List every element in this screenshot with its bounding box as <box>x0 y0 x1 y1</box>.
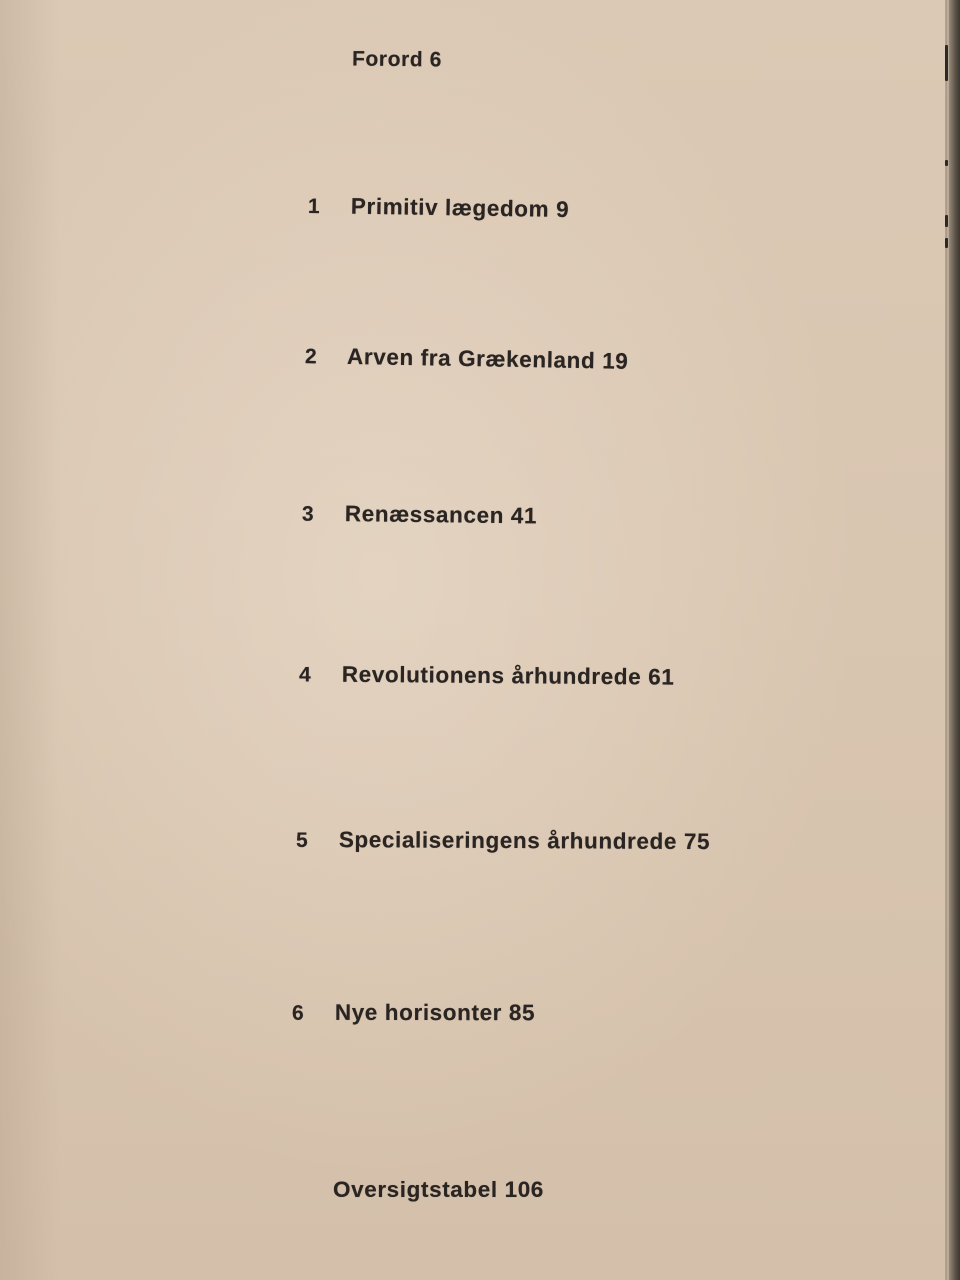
chapter-title: Specialiseringens århundrede <box>338 827 678 854</box>
chapter-title: Revolutionens århundrede <box>341 661 642 690</box>
chapter-title: Arven fra Grækenland <box>346 343 596 374</box>
toc-entry-chapter-3 <box>302 501 537 530</box>
book-binding-edge <box>945 0 960 1280</box>
chapter-title: Nye horisonter <box>334 999 503 1026</box>
chapter-number: 2 <box>304 345 318 369</box>
chapter-number: 6 <box>291 1001 305 1025</box>
toc-entry-chapter-2 <box>305 343 629 375</box>
toc-page-number: 19 <box>601 348 629 374</box>
toc-page-number: 106 <box>504 1177 544 1202</box>
toc-page-number: 75 <box>683 828 711 855</box>
toc-page-number: 61 <box>648 664 675 690</box>
binding-mark <box>945 160 948 166</box>
page-shadow <box>0 0 60 1280</box>
toc-page-number: 9 <box>555 196 570 223</box>
chapter-number: 4 <box>298 663 312 687</box>
toc-entry-chapter-5 <box>296 827 710 855</box>
binding-mark <box>945 45 948 81</box>
chapter-number: 1 <box>307 194 321 219</box>
toc-page-number: 85 <box>508 1000 536 1026</box>
chapter-title: Renæssancen <box>344 501 505 529</box>
binding-mark <box>945 238 948 248</box>
toc-page-number: 6 <box>429 48 443 72</box>
toc-entry-oversigtstabel <box>333 1177 544 1203</box>
chapter-title: Primitiv lægedom <box>350 193 550 222</box>
binding-mark <box>945 215 948 227</box>
toc-entry-chapter-1 <box>308 193 570 223</box>
toc-entry-chapter-4 <box>299 661 675 690</box>
toc-entry-forord <box>352 48 442 73</box>
chapter-number: 3 <box>301 502 315 526</box>
chapter-number: 5 <box>295 828 309 852</box>
toc-title: Oversigtstabel <box>333 1177 498 1202</box>
toc-page-number: 41 <box>510 503 538 529</box>
toc-entry-chapter-6 <box>292 1000 535 1026</box>
toc-title: Forord <box>351 47 424 72</box>
